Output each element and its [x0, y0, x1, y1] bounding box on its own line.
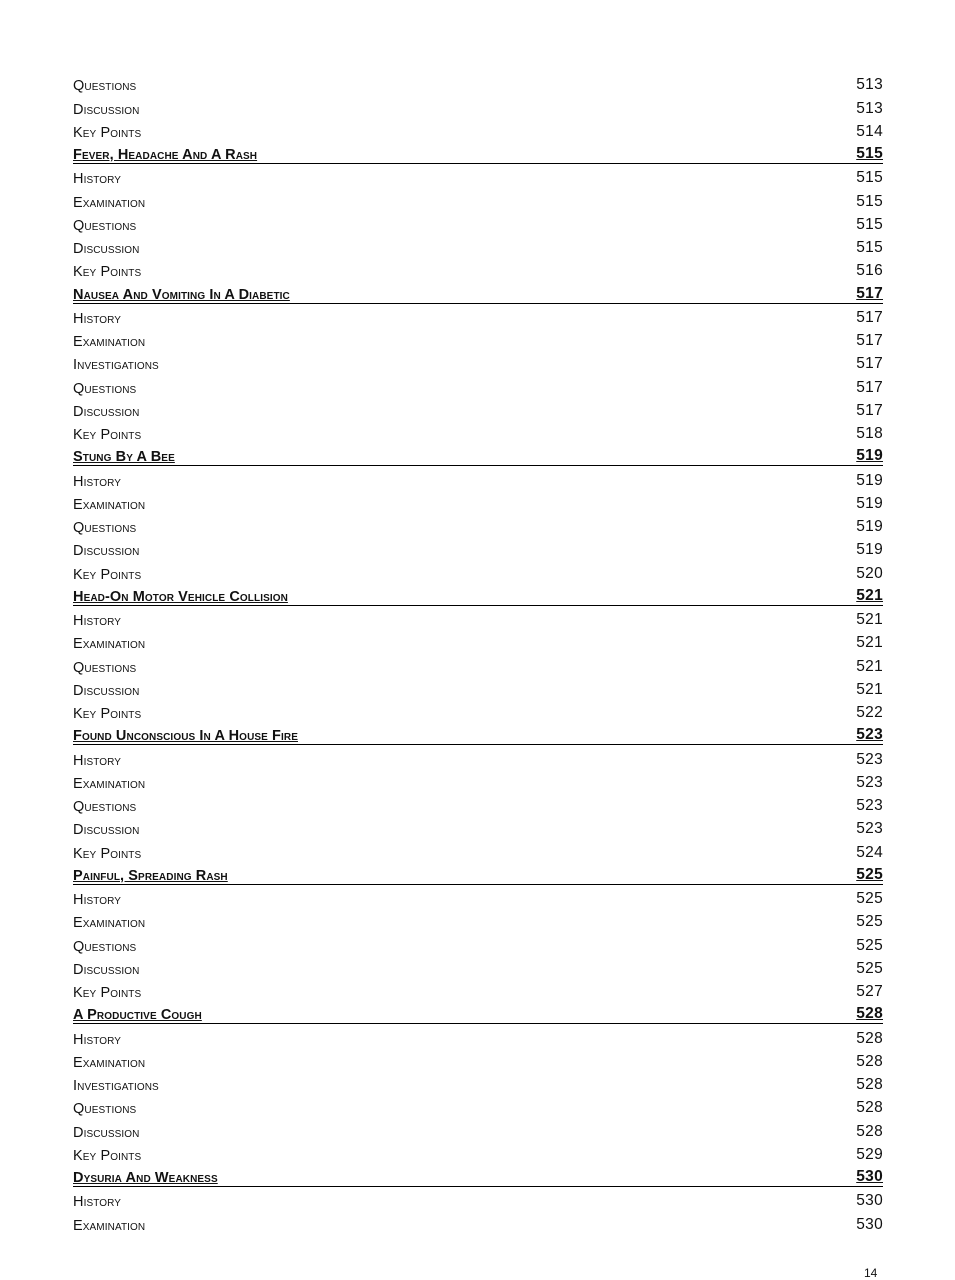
toc-entry-page: 528	[856, 1122, 883, 1140]
table-of-contents	[73, 71, 883, 1234]
toc-entry-page: 517	[856, 401, 883, 419]
toc-entry-title: Nausea And Vomiting In A Diabetic	[73, 286, 290, 303]
toc-section-heading[interactable]	[73, 443, 883, 466]
toc-entry-title: Found Unconscious In A House Fire	[73, 728, 298, 745]
toc-entry-page: 515	[856, 239, 883, 256]
toc-entry-title: Key Points	[73, 427, 142, 443]
toc-entry-title: Questions	[73, 938, 137, 955]
toc-entry-title: Examination	[73, 775, 146, 792]
toc-entry-title: History	[73, 1194, 122, 1211]
toc-entry-title: Examination	[73, 1054, 146, 1071]
toc-entry[interactable]	[73, 187, 883, 210]
toc-entry-page: 517	[856, 332, 883, 349]
toc-section-heading[interactable]	[73, 280, 883, 303]
toc-entry-page: 523	[856, 726, 883, 744]
toc-entry-page: 525	[856, 936, 883, 954]
toc-entry[interactable]	[73, 257, 883, 280]
toc-entry-title: History	[73, 171, 122, 188]
toc-entry-page: 517	[856, 355, 883, 373]
toc-entry-page: 515	[856, 192, 883, 210]
page-number: 14	[864, 1266, 878, 1280]
toc-entry[interactable]	[73, 769, 883, 792]
toc-entry[interactable]	[73, 1024, 883, 1047]
toc-entry-title: Head-On Motor Vehicle Collision	[73, 588, 288, 605]
toc-entry-title: History	[73, 613, 122, 629]
toc-entry-title: Examination	[73, 496, 146, 513]
toc-entry-page: 521	[856, 634, 883, 652]
toc-entry-page: 524	[856, 843, 883, 861]
toc-entry-title: Questions	[73, 380, 137, 397]
toc-entry-page: 528	[856, 1076, 883, 1093]
toc-entry-page: 527	[856, 983, 883, 1000]
toc-entry-page: 521	[856, 657, 883, 675]
toc-entry[interactable]	[73, 304, 883, 327]
toc-entry-title: Investigations	[73, 357, 159, 374]
toc-entry[interactable]	[73, 792, 883, 815]
toc-entry[interactable]	[73, 420, 883, 443]
toc-entry-page: 520	[856, 564, 883, 582]
toc-entry-title: Discussion	[73, 403, 140, 420]
toc-entry-page: 530	[856, 1215, 883, 1233]
toc-entry-title: Investigations	[73, 1078, 159, 1094]
toc-entry-title: History	[73, 1031, 122, 1048]
toc-entry-title: Dysuria And Weakness	[73, 1170, 218, 1186]
toc-entry[interactable]	[73, 815, 883, 838]
toc-entry-title: Examination	[73, 334, 146, 350]
toc-entry-page: 525	[856, 890, 883, 907]
toc-section-heading[interactable]	[73, 1001, 883, 1024]
toc-entry-page: 519	[856, 471, 883, 489]
toc-entry-title: History	[73, 752, 122, 769]
toc-entry-page: 528	[856, 1029, 883, 1047]
toc-entry-title: History	[73, 310, 122, 327]
toc-entry-page: 528	[856, 1052, 883, 1070]
toc-entry-page: 515	[856, 145, 883, 162]
toc-entry-page: 529	[856, 1145, 883, 1163]
toc-section-heading[interactable]	[73, 583, 883, 606]
toc-entry[interactable]	[73, 1117, 883, 1140]
toc-entry[interactable]	[73, 1187, 883, 1210]
toc-entry[interactable]	[73, 234, 883, 257]
toc-entry-page: 525	[856, 959, 883, 977]
toc-entry-title: Discussion	[73, 543, 140, 560]
toc-entry-title: Examination	[73, 194, 146, 211]
toc-entry[interactable]	[73, 118, 883, 141]
toc-entry-page: 513	[856, 99, 883, 117]
toc-entry-page: 523	[856, 773, 883, 791]
toc-entry[interactable]	[73, 606, 883, 629]
toc-entry-title: Stung By A Bee	[73, 449, 175, 466]
toc-entry-page: 523	[856, 797, 883, 814]
toc-entry-page: 530	[856, 1192, 883, 1210]
toc-entry-page: 513	[856, 76, 883, 94]
toc-entry[interactable]	[73, 559, 883, 582]
toc-entry-title: Key Points	[73, 845, 142, 862]
toc-entry-title: Discussion	[73, 682, 140, 699]
toc-entry-title: Fever, Headache And A Rash	[73, 147, 258, 163]
toc-entry-title: Key Points	[73, 985, 142, 1001]
toc-entry-page: 517	[856, 284, 883, 302]
toc-entry-title: Questions	[73, 78, 137, 95]
toc-entry-title: Questions	[73, 520, 137, 536]
toc-entry[interactable]	[73, 652, 883, 675]
toc-entry[interactable]	[73, 211, 883, 234]
toc-entry[interactable]	[73, 1141, 883, 1164]
toc-entry-title: Key Points	[73, 264, 142, 281]
toc-section-heading[interactable]	[73, 722, 883, 745]
toc-entry-title: Questions	[73, 217, 137, 234]
toc-entry-page: 521	[856, 611, 883, 628]
toc-entry-page: 517	[856, 378, 883, 396]
toc-entry-page: 522	[856, 704, 883, 721]
toc-entry-page: 519	[856, 494, 883, 512]
toc-entry-title: Key Points	[73, 706, 142, 722]
toc-entry-title: Key Points	[73, 566, 142, 583]
toc-entry-title: Examination	[73, 1217, 146, 1234]
toc-entry-page: 515	[856, 169, 883, 187]
toc-entry[interactable]	[73, 629, 883, 652]
toc-entry-title: Discussion	[73, 822, 140, 839]
toc-entry[interactable]	[73, 164, 883, 187]
toc-entry-title: Key Points	[73, 1147, 142, 1164]
toc-entry-page: 530	[856, 1168, 883, 1185]
toc-entry[interactable]	[73, 978, 883, 1001]
toc-entry[interactable]	[73, 955, 883, 978]
toc-entry-title: Painful, Spreading Rash	[73, 867, 228, 884]
toc-entry[interactable]	[73, 1094, 883, 1117]
toc-entry-page: 516	[856, 262, 883, 280]
toc-entry[interactable]	[73, 71, 883, 94]
toc-entry-page: 528	[856, 1099, 883, 1117]
toc-entry[interactable]	[73, 536, 883, 559]
toc-entry[interactable]	[73, 1071, 883, 1094]
toc-entry[interactable]	[73, 676, 883, 699]
toc-entry[interactable]	[73, 1210, 883, 1233]
toc-entry[interactable]	[73, 327, 883, 350]
toc-entry-title: Discussion	[73, 961, 140, 978]
toc-entry[interactable]	[73, 94, 883, 117]
toc-entry[interactable]	[73, 908, 883, 931]
toc-entry-page: 514	[856, 122, 883, 140]
toc-entry[interactable]	[73, 699, 883, 722]
toc-entry[interactable]	[73, 397, 883, 420]
toc-entry-page: 525	[856, 913, 883, 931]
toc-entry[interactable]	[73, 513, 883, 536]
toc-entry-title: Key Points	[73, 124, 142, 141]
toc-entry[interactable]	[73, 350, 883, 373]
toc-entry[interactable]	[73, 745, 883, 768]
toc-entry[interactable]	[73, 1048, 883, 1071]
toc-entry-title: Questions	[73, 799, 137, 815]
toc-entry-page: 525	[856, 865, 883, 883]
toc-entry-title: Examination	[73, 915, 146, 932]
toc-entry-page: 517	[856, 308, 883, 326]
toc-entry-title: Questions	[73, 1101, 137, 1118]
toc-section-heading[interactable]	[73, 862, 883, 885]
toc-entry[interactable]	[73, 490, 883, 513]
toc-entry-title: History	[73, 473, 122, 490]
toc-entry-title: Discussion	[73, 241, 140, 257]
toc-entry-title: Examination	[73, 636, 146, 653]
toc-entry-page: 521	[856, 586, 883, 604]
toc-entry-page: 519	[856, 518, 883, 535]
toc-entry-page: 515	[856, 215, 883, 233]
toc-entry-title: Discussion	[73, 1124, 140, 1141]
toc-entry-page: 518	[856, 425, 883, 442]
toc-section-heading[interactable]	[73, 141, 883, 164]
toc-entry-title: Discussion	[73, 101, 140, 118]
toc-entry-title: History	[73, 892, 122, 908]
toc-entry-page: 528	[856, 1005, 883, 1023]
toc-entry-title: Questions	[73, 659, 137, 676]
toc-entry[interactable]	[73, 885, 883, 908]
toc-entry[interactable]	[73, 373, 883, 396]
toc-entry-page: 523	[856, 820, 883, 838]
toc-entry[interactable]	[73, 931, 883, 954]
toc-entry[interactable]	[73, 466, 883, 489]
toc-entry-page: 523	[856, 750, 883, 768]
toc-entry-title: A Productive Cough	[73, 1007, 202, 1024]
toc-entry-page: 519	[856, 541, 883, 559]
toc-entry-page: 521	[856, 680, 883, 698]
toc-entry[interactable]	[73, 838, 883, 861]
toc-section-heading[interactable]	[73, 1164, 883, 1187]
toc-entry-page: 519	[856, 447, 883, 465]
